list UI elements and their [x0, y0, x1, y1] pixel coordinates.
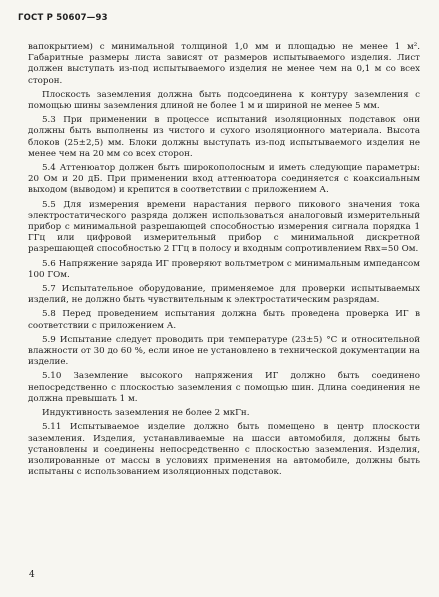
- paragraph-5-8: 5.8 Перед проведением испытания должна быть проведена проверка ИГ в соответствии с приложением А.: [28, 309, 420, 331]
- paragraph-inductance: Индуктивность заземления не более 2 мкГн.: [42, 408, 250, 419]
- paragraph-5-5: 5.5 Для измерения времени нарастания первого пикового значения тока электростатического разряда должен использоваться аналоговый измерительный прибор с минимальной разрешающей способностью измерения сигнала порядка 1 ГГц или цифровой измерительный прибор с минимальной дискретной разрешающей способностью 2 ГГц в полосу и входным сопротивлением Rвх=50 Ом.: [28, 199, 420, 255]
- paragraph-5-3: 5.3 При применении в процессе испытаний изоляционных подставок они должны быть выполнены из чистого и сухого изоляционного материала. Высота блоков (25±2,5) мм. Блоки должны выступать из-под испытываемого изделия не менее чем на 20 мм со всех сторон.: [28, 115, 420, 159]
- paragraph-5-4: 5.4 Аттенюатор должен быть широкополосным и иметь следующие параметры: 20 Ом и 20 дБ. При применении вход аттенюатора соединяется с коаксиальным выходом (выводом) и крепится в соответствии с приложением А.: [28, 163, 420, 196]
- paragraph-grounding-plane: Плоскость заземления должна быть подсоединена к контуру заземления с помощью шины заземления длиной не более 1 м и шириной не менее 5 мм.: [28, 89, 420, 112]
- document-body: [28, 42, 420, 481]
- paragraph-5-6: 5.6 Напряжение заряда ИГ проверяют вольтметром с минимальным импедансом 100 ГОм.: [28, 258, 420, 280]
- paragraph-continuation: вапокрытием) с минимальной толщиной 1,0 мм и площадью не менее 1 м². Габаритные размеры листа зависят от размеров испытываемого изделия. Лист должен выступать из-под испытываемого изделия не менее чем на 0,1 м со всех сторон.: [28, 42, 420, 86]
- document-header: ГОСТ Р 50607—93: [18, 13, 108, 23]
- page-number: 4: [29, 570, 35, 580]
- paragraph-5-7: 5.7 Испытательное оборудование, применяемое для проверки испытываемых изделий, не должно быть чувствительным к электростатическим разрядам.: [28, 284, 420, 306]
- paragraph-5-10: 5.10 Заземление высокого напряжения ИГ должно быть соединено непосредственно с плоскостью заземления с помощью шин. Длина соединения не должна превышать 1 м.: [28, 371, 420, 404]
- paragraph-5-11: 5.11 Испытываемое изделие должно быть помещено в центр плоскости заземления. Изделия, устанавливаемые на шасси автомобиля, должны быть установлены и соединены непосредственно с плоскостью заземления. Изделия, изолированные от массы в условиях применения на автомобиле, должны быть испытаны с использованием изоляционных подставок.: [28, 422, 420, 478]
- paragraph-5-9: 5.9 Испытание следует проводить при температуре (23±5) °С и относительной влажности от 30 до 60 %, если иное не установлено в технической документации на изделие.: [28, 334, 420, 368]
